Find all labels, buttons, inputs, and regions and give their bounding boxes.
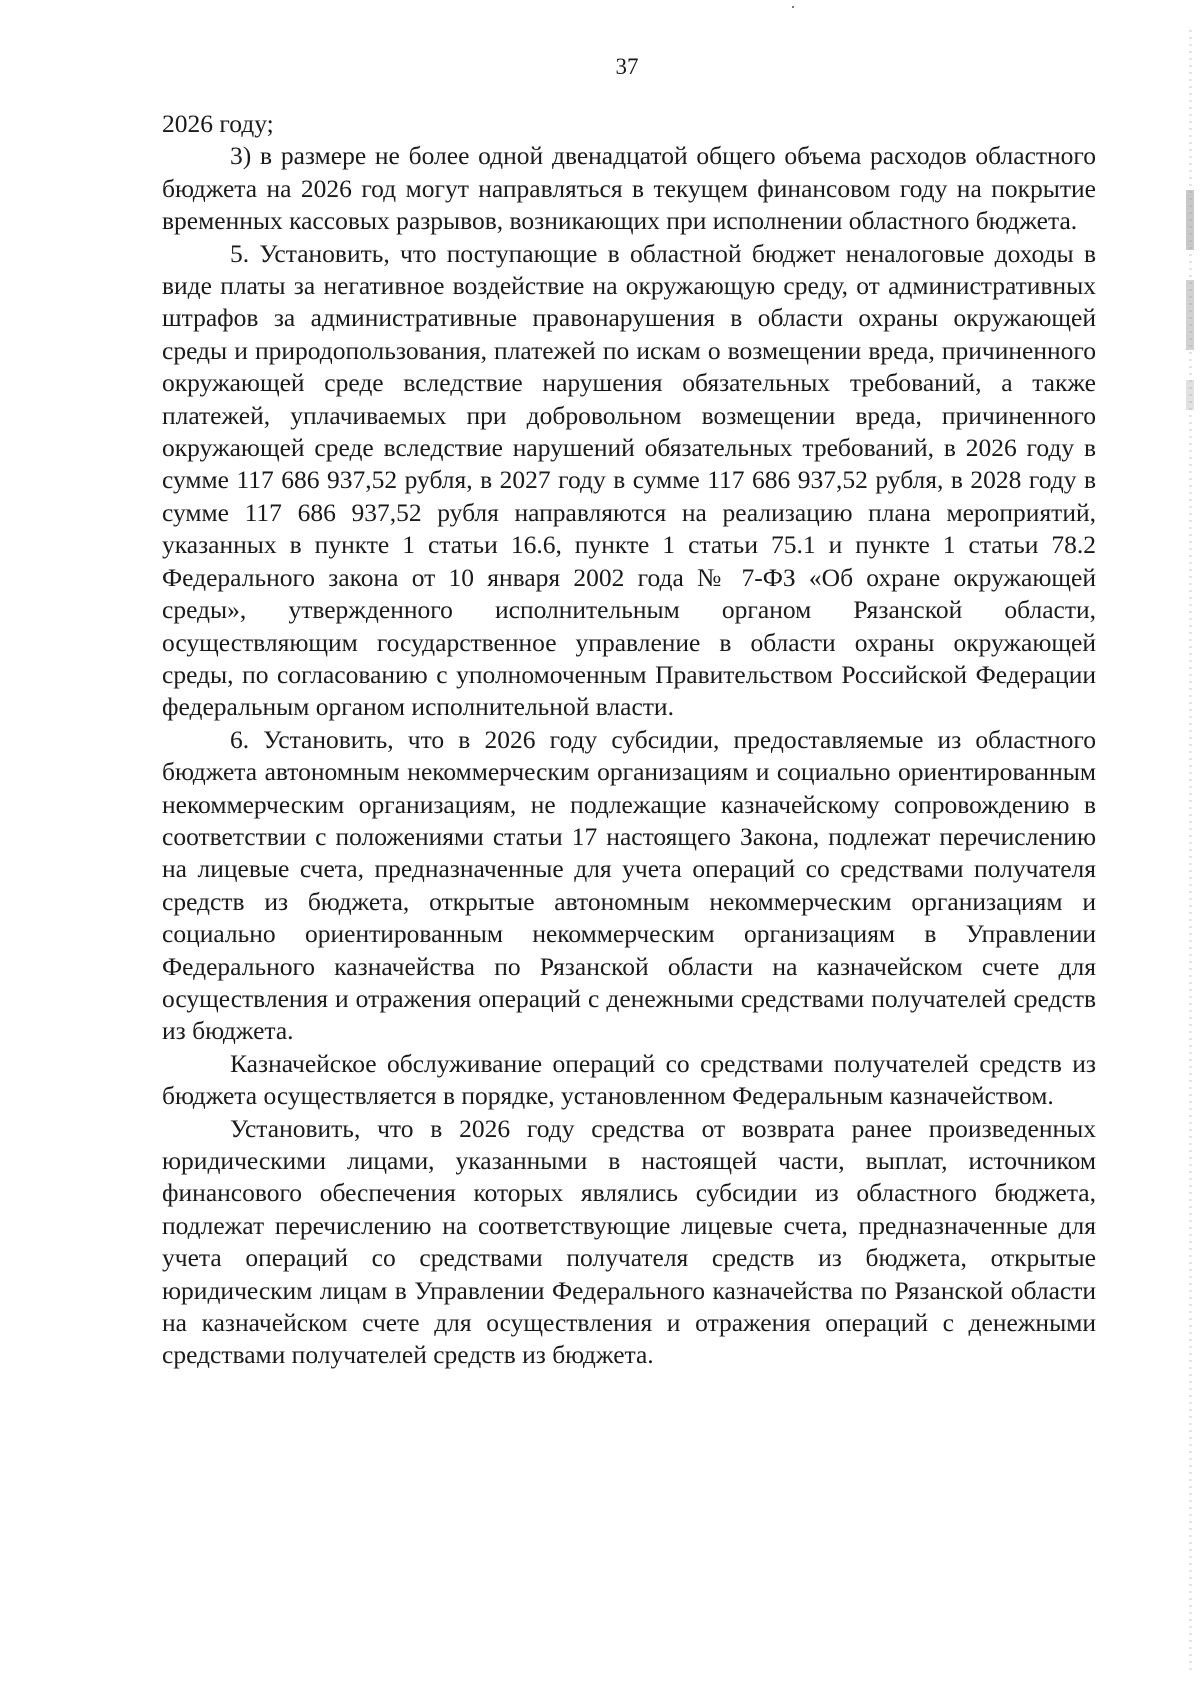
paragraph-item-3: 3) в размере не более одной двенадцатой общего объема расходов областного бюджета на 2026 год могут направляться в текущем финансовом году на покрытие временных кассовых разрывов, возникающих при исполнении областного бюджета. <box>162 141 1096 236</box>
scan-speck <box>792 6 794 8</box>
paragraph-refund-funds: Установить, что в 2026 году средства от возврата ранее произведенных юридическими лицами, указанными в настоящей части, выплат, источником финансового обеспечения которых являлись субсидии из областного бюджета, подлежат перечислению на соответствующие лицевые счета, предназначенные для учета операций со средствами получателя средств из бюджета, открытые юридическим лицам в Управлении Федерального казначейства по Рязанской области на казначейском счете для осуществления и отражения операций с денежными средствами получателей средств из бюджета. <box>162 1113 1096 1370</box>
scan-mark-artifact <box>1186 280 1194 350</box>
page-number: 37 <box>615 54 639 79</box>
paragraph-treasury-service: Казначейское обслуживание операций со средствами получателей средств из бюджета осуществляется в порядке, установленном Федеральным казначейством. <box>162 1048 1096 1111</box>
scan-mark-artifact <box>1186 380 1194 410</box>
scan-mark-artifact <box>1186 190 1194 250</box>
paragraph-section-6: 6. Установить, что в 2026 году субсидии, предоставляемые из областного бюджета автономным некоммерческим организациям и социально ориентированным некоммерческим организациям, не подлежащие казначейскому сопровождению в соответствии с положениями статьи 17 настоящего Закона, подлежат перечислению на лицевые счета, предназначенные для учета операций со средствами получателя средств из бюджета, открытые автономным некоммерческим организациям и социально ориентированным некоммерческим организациям в Управлении Федерального казначейства по Рязанской области на казначейском счете для осуществления и отражения операций с денежными средствами получателей средств из бюджета. <box>162 724 1096 1046</box>
paragraph-continuation: 2026 году; <box>162 109 274 138</box>
scan-edge-artifact <box>1189 30 1192 1670</box>
document-body <box>162 108 1096 1372</box>
paragraph-section-5: 5. Установить, что поступающие в областной бюджет неналоговые доходы в виде платы за негативное воздействие на окружающую среду, от административных штрафов за административные правонарушения в области охраны окружающей среды и природопользования, платежей по искам о возмещении вреда, причиненного окружающей среде вследствие нарушения обязательных требований, а также платежей, уплачиваемых при добровольном возмещении вреда, причиненного окружающей среде вследствие нарушений обязательных требований, в 2026 году в сумме 117 686 937,52 рубля, в 2027 году в сумме 117 686 937,52 рубля, в 2028 году в сумме 117 686 937,52 рубля направляются на реализацию плана мероприятий, указанных в пункте 1 статьи 16.6, пункте 1 статьи 75.1 и пункте 1 статьи 78.2 Федерального закона от 10 января 2002 года № 7-ФЗ «Об охране окружающей среды», утвержденного исполнительным органом Рязанской области, осуществляющим государственное управление в области охраны окружающей среды, по согласованию с уполномоченным Правительством Российской Федерации федеральным органом исполнительной власти. <box>162 238 1096 722</box>
